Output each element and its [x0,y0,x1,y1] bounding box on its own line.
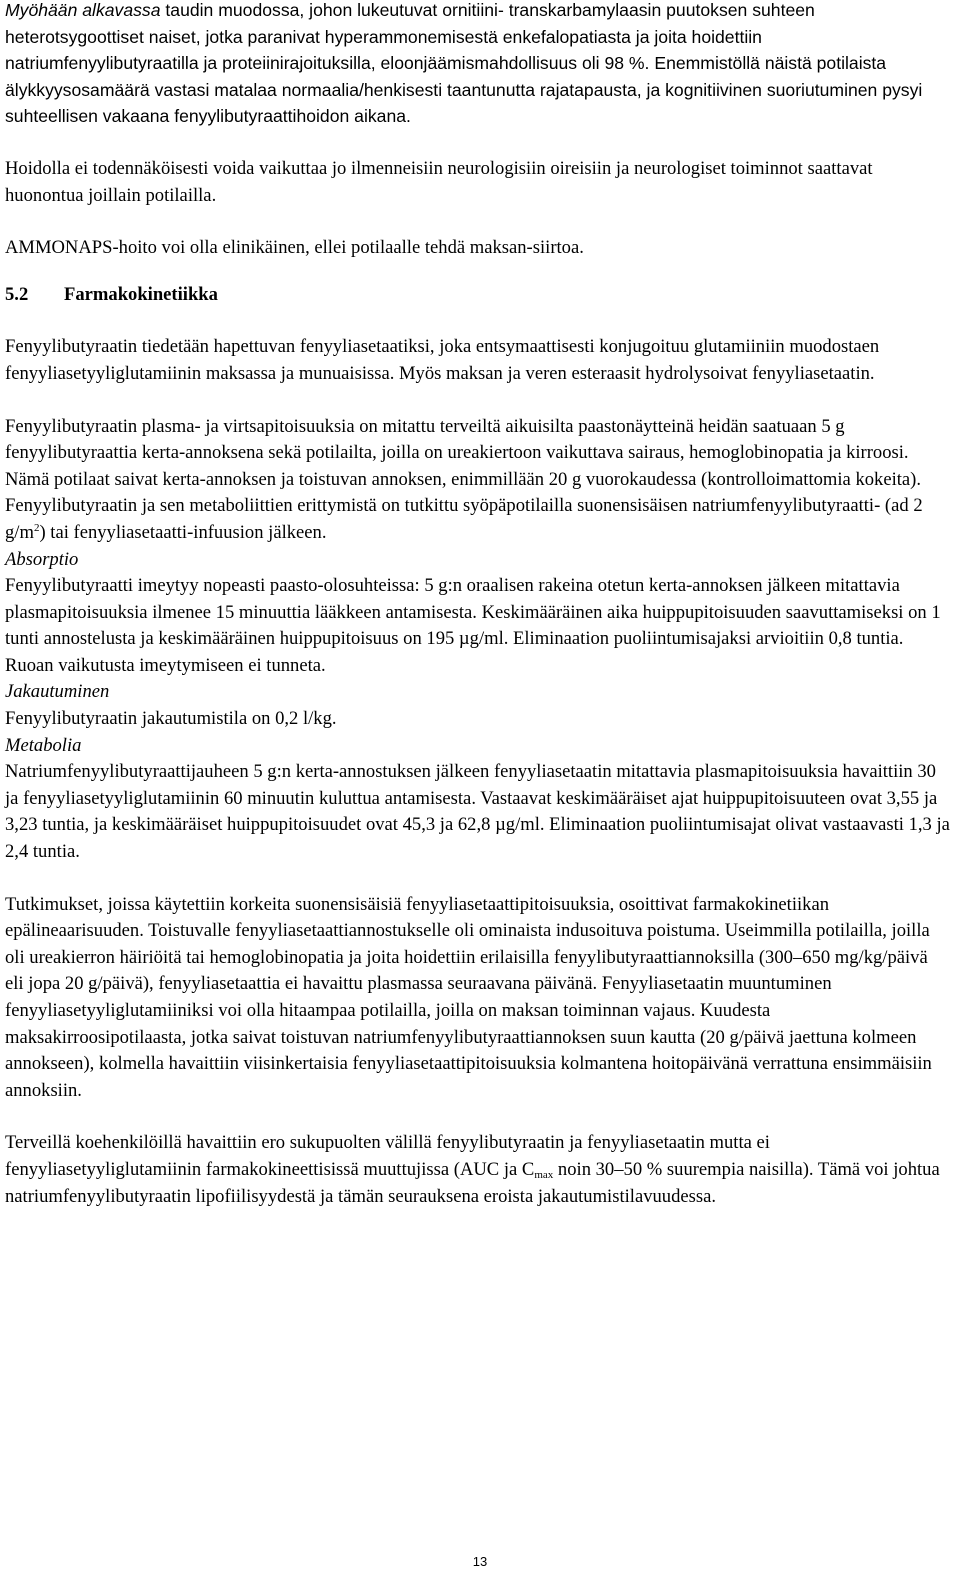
absorption-heading: Absorptio [5,548,79,570]
pk-paragraph-2 [5,414,950,547]
metabolism-text: Natriumfenyylibutyraattijauheen 5 g:n kerta-annostuksen jälkeen fenyyliasetaatin mitattavia plasmapitoisuuksia havaittiin 30 ja fenyyliasetyyliglutamiinin 60 minuutin kuluttua antamisesta. Vastaavat keskimääräiset ajat huippupitoisuuteen ovat 3,55 ja 3,23 tuntia, ja keskimääräiset huippupitoisuudet ovat 45,3 ja 62,8 µg/ml. Eliminaation puoliintumisajat olivat vastaavasti 1,3 ja 2,4 tuntia. [5,761,950,863]
intro-lead-italic: Myöhään alkavassa [5,0,161,20]
absorption-text: Fenyylibutyraatti imeytyy nopeasti paasto-olosuhteissa: 5 g:n oraalisen rakeina otetun kerta-annoksen jälkeen mitattavia plasmapitoisuuksia ilmenee 15 minuuttia lääkkeen antamisesta. Keskimääräinen aika huippupitoisuuden saavuttamiseksi on 1 tunti annostelusta ja keskimääräinen huippupitoisuus on 195 µg/ml. Eliminaation puoliintumisajaksi arvioitiin 0,8 tuntia. Ruoan vaikutusta imeytymiseen ei tunneta. [5,575,941,676]
section-number: 5.2 [5,283,29,305]
page-number: 13 [472,1554,488,1569]
metabolism-heading: Metabolia [5,734,82,756]
pk-paragraph-2-text-a: Fenyylibutyraatin plasma- ja virtsapitoisuuksia on mitattu terveiltä aikuisilta paastonäytteinä heidän saatuaan 5 g fenyylibutyraattia kerta-annoksena sekä potilailta, joilla on ureakiertoon vaikuttava sairaus, hemoglobinopatia ja kirroosi. Nämä potilaat saivat kerta-annoksen ja toistuvan annoksen, enimmillään 20 g vuorokaudessa (kontrolloimattomia kokeita). Fenyylibutyraatin ja sen metaboliittien erittymistä on tutkittu syöpäpotilailla suonensisäisen natriumfenyylibutyraatti- (ad 2 g/m [5,415,923,543]
pk-paragraph-2-text-b: ) tai fenyyliasetaatti-infuusion jälkeen. [39,521,327,543]
intro-paragraph-2: Hoidolla ei todennäköisesti voida vaikuttaa jo ilmenneisiin neurologisiin oireisiin ja neurologiset toiminnot saattavat huonontua joillain potilailla. [5,157,873,206]
intro-paragraph-3: AMMONAPS-hoito voi olla elinikäinen, ellei potilaalle tehdä maksan-siirtoa. [5,237,584,259]
subscript-max: max [534,1168,554,1181]
studies-paragraph-2-text-b: noin 30–50 % suurempia naisilla). Tämä voi johtua natriumfenyylibutyraatin lipofiilisyydestä ja tämän seurauksena eroista jakautumistilavuudessa. [5,1158,940,1207]
intro-paragraph-1-text: taudin muodossa, johon lukeutuvat ornitiini- transkarbamylaasin puutoksen suhteen heterotsygoottiset naiset, jotka paranivat hyperammonemisestä enkefalopatiasta ja joita hoidettiin natriumfenyylibutyraatilla ja proteiinirajoituksilla, eloonjäämismahdollisuus oli 98 %. Enemmistöllä näistä potilaista älykkyysosamäärä vastasi matalaa normaalia/henkisesti taantunutta rajatapausta, ja kognitiivinen suoriutuminen pysyi suhteellisen vakaana fenyylibutyraattihoidon aikana. [5,0,923,127]
section-title: Farmakokinetiikka [64,283,218,305]
distribution-heading: Jakautuminen [5,681,110,703]
pk-paragraph-1: Fenyylibutyraatin tiedetään hapettuvan fenyyliasetaatiksi, joka entsymaattisesti konjugoituu glutamiiniin muodostaen fenyyliasetyyliglutamiinin maksassa ja munuaisissa. Myös maksan ja veren esteraasit hydrolysoivat fenyyliasetaatin. [5,336,880,384]
superscript-2: 2 [33,521,40,534]
intro-paragraph-1 [5,0,950,130]
studies-paragraph-2-text-a: Terveillä koehenkilöillä havaittiin ero sukupuolten välillä fenyylibutyraatin ja fenyyliasetaatin mutta ei fenyyliasetyyliglutamiinin farmakokineettisissä muuttujissa (AUC ja C [5,1132,770,1180]
document-page [5,0,950,1210]
studies-paragraph-1: Tutkimukset, joissa käytettiin korkeita suonensisäisiä fenyyliasetaattipitoisuuksia, osoittivat farmakokinetiikan epälineaarisuuden. Toistuvalle fenyyliasetaattiannostukselle oli ominaista indusoituva poistuma. Useimmilla potilailla, joilla oli ureakierron häiriöitä tai hemoglobinopatia ja joita hoidettiin erilaisilla fenyylibutyraattiannoksilla (300–650 mg/kg/päivä eli jopa 20 g/päivä), fenyyliasetaattia ei havaittu plasmassa seuraavana päivänä. Fenyyliasetaatin muuntuminen fenyyliasetyyliglutamiiniksi voi olla hitaampaa potilailla, joilla on maksan toiminnan vajaus. Kuudesta maksakirroosipotilaasta, jotka saivat toistuvan natriumfenyylibutyraattiannoksen suun kautta (20 g/päivä jaettuna kolmeen annokseen), kolmella havaittiin viisinkertaisia fenyyliasetaattipitoisuuksia kolmantena hoitopäivänä verrattuna ensimmäisiin annoksiin. [5,893,932,1101]
section-heading [5,282,950,309]
studies-paragraph-2 [5,1130,950,1210]
distribution-text: Fenyylibutyraatin jakautumistila on 0,2 l/kg. [5,708,337,730]
